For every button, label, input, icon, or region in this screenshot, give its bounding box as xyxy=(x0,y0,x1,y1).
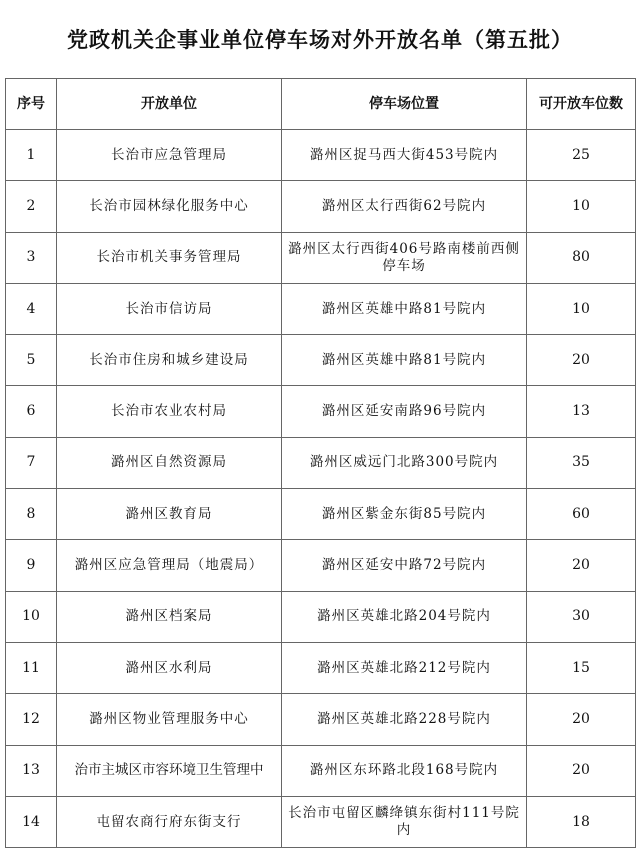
row-location: 潞州区东环路北段168号院内 xyxy=(282,745,527,796)
row-spaces: 20 xyxy=(527,694,636,745)
row-location: 潞州区英雄北路212号院内 xyxy=(282,642,527,693)
row-location: 潞州区延安南路96号院内 xyxy=(282,386,527,437)
header-open-unit: 开放单位 xyxy=(57,79,282,130)
table-row xyxy=(6,745,636,796)
row-number: 4 xyxy=(6,283,57,334)
row-number: 11 xyxy=(6,642,57,693)
row-unit: 屯留农商行府东街支行 xyxy=(57,796,282,847)
row-location: 潞州区紫金东街85号院内 xyxy=(282,489,527,540)
row-number: 5 xyxy=(6,335,57,386)
row-spaces: 10 xyxy=(527,181,636,232)
table-row xyxy=(6,591,636,642)
row-spaces: 25 xyxy=(527,130,636,181)
row-spaces: 18 xyxy=(527,796,636,847)
header-parking-location: 停车场位置 xyxy=(282,79,527,130)
row-unit: 潞州区水利局 xyxy=(57,642,282,693)
row-unit: 潞州区物业管理服务中心 xyxy=(57,694,282,745)
row-location: 潞州区英雄中路81号院内 xyxy=(282,283,527,334)
row-number: 13 xyxy=(6,745,57,796)
row-unit: 潞州区自然资源局 xyxy=(57,437,282,488)
row-unit: 潞州区应急管理局（地震局） xyxy=(57,540,282,591)
header-available-spaces: 可开放车位数 xyxy=(527,79,636,130)
row-location: 长治市屯留区麟绛镇东街村111号院内 xyxy=(282,796,527,847)
row-spaces: 20 xyxy=(527,540,636,591)
table-row xyxy=(6,181,636,232)
row-number: 14 xyxy=(6,796,57,847)
row-location: 潞州区延安中路72号院内 xyxy=(282,540,527,591)
row-spaces: 13 xyxy=(527,386,636,437)
table-row xyxy=(6,694,636,745)
row-spaces: 60 xyxy=(527,489,636,540)
table-row xyxy=(6,232,636,283)
row-location: 潞州区英雄中路81号院内 xyxy=(282,335,527,386)
row-number: 12 xyxy=(6,694,57,745)
row-unit: 长治市机关事务管理局 xyxy=(57,232,282,283)
row-spaces: 80 xyxy=(527,232,636,283)
table-row xyxy=(6,489,636,540)
table-row xyxy=(6,335,636,386)
row-spaces: 15 xyxy=(527,642,636,693)
table-row xyxy=(6,642,636,693)
row-location: 潞州区太行西街62号院内 xyxy=(282,181,527,232)
row-unit: 长治市园林绿化服务中心 xyxy=(57,181,282,232)
row-number: 10 xyxy=(6,591,57,642)
row-number: 7 xyxy=(6,437,57,488)
table-header-row xyxy=(6,79,636,130)
row-spaces: 10 xyxy=(527,283,636,334)
table-row xyxy=(6,540,636,591)
row-number: 3 xyxy=(6,232,57,283)
table-row xyxy=(6,386,636,437)
row-unit: 潞州区教育局 xyxy=(57,489,282,540)
row-location: 潞州区威远门北路300号院内 xyxy=(282,437,527,488)
row-unit: 潞州区档案局 xyxy=(57,591,282,642)
row-spaces: 35 xyxy=(527,437,636,488)
row-unit: 长治市信访局 xyxy=(57,283,282,334)
row-number: 1 xyxy=(6,130,57,181)
row-number: 2 xyxy=(6,181,57,232)
row-location: 潞州区英雄北路204号院内 xyxy=(282,591,527,642)
row-unit: 治市主城区市容环境卫生管理中 xyxy=(57,745,282,796)
parking-list-table xyxy=(5,78,636,848)
row-number: 6 xyxy=(6,386,57,437)
row-unit: 长治市应急管理局 xyxy=(57,130,282,181)
row-number: 9 xyxy=(6,540,57,591)
row-unit: 长治市农业农村局 xyxy=(57,386,282,437)
header-serial-number: 序号 xyxy=(6,79,57,130)
row-number: 8 xyxy=(6,489,57,540)
table-row xyxy=(6,796,636,847)
table-row xyxy=(6,283,636,334)
row-spaces: 20 xyxy=(527,745,636,796)
page-title: 党政机关企事业单位停车场对外开放名单（第五批） xyxy=(67,28,573,52)
row-location: 潞州区英雄北路228号院内 xyxy=(282,694,527,745)
row-spaces: 20 xyxy=(527,335,636,386)
row-spaces: 30 xyxy=(527,591,636,642)
table-row xyxy=(6,437,636,488)
row-unit: 长治市住房和城乡建设局 xyxy=(57,335,282,386)
row-location: 潞州区太行西街406号路南楼前西侧停车场 xyxy=(282,232,527,283)
row-location: 潞州区捉马西大街453号院内 xyxy=(282,130,527,181)
table-row xyxy=(6,130,636,181)
